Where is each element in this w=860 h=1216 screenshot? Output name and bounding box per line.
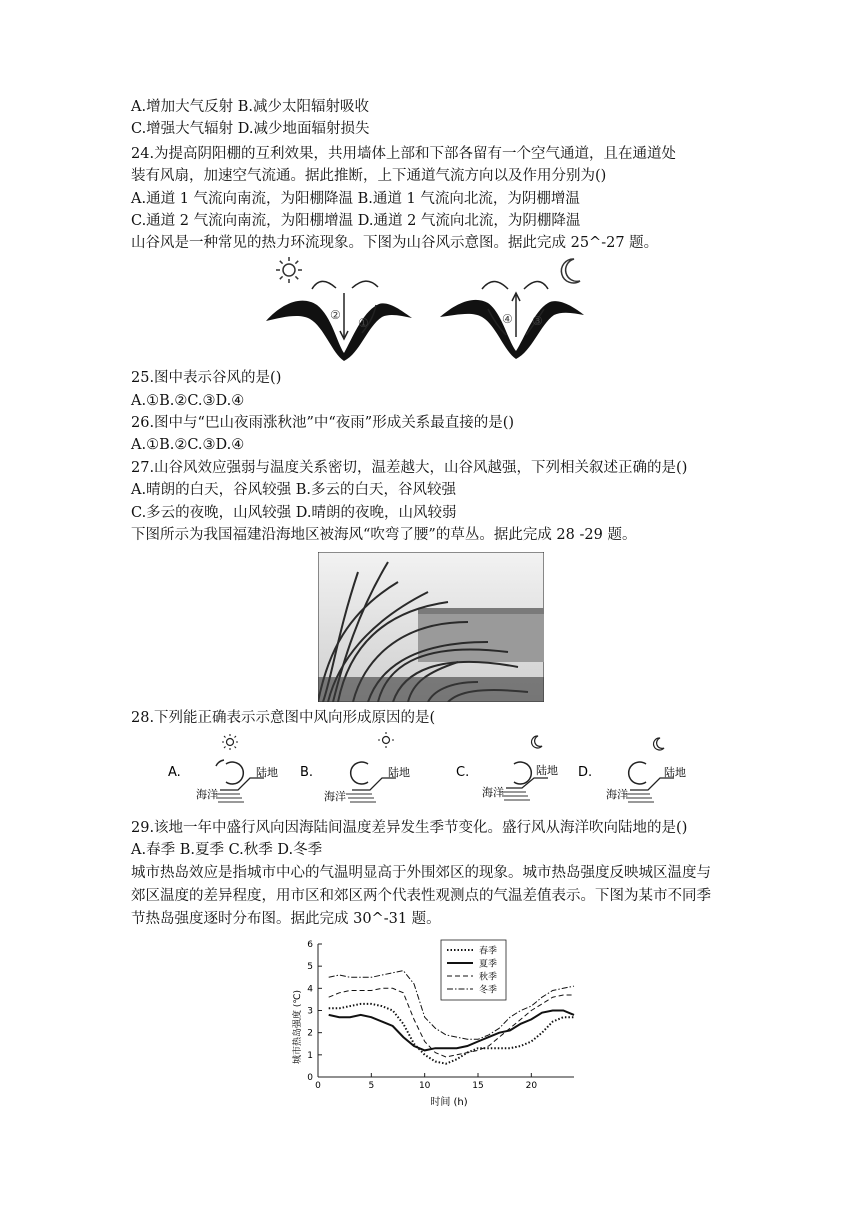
sun-icon bbox=[383, 737, 390, 744]
option-line-23-ab: A.增加大气反射 B.减少太阳辐射吸收 bbox=[131, 99, 369, 115]
intro-30-31-line-1: 城市热岛效应是指城市中心的气温明显高于外围郊区的现象。城市热岛强度反映城区温度与 bbox=[131, 865, 711, 881]
sea-land-breeze-options bbox=[168, 730, 700, 808]
circulation-arrows bbox=[629, 762, 646, 784]
y-tick-label: 2 bbox=[307, 1028, 313, 1039]
label-4: ④ bbox=[502, 312, 513, 326]
sun-rays bbox=[378, 732, 394, 748]
valley-right-shape bbox=[440, 300, 584, 359]
option-d-diagram bbox=[578, 738, 686, 802]
intro-30-31-line-3: 节热岛强度逐时分布图。据此完成 30^-31 题。 bbox=[131, 911, 441, 927]
circulation-arrows bbox=[514, 762, 531, 784]
option-a-label: A. bbox=[168, 765, 181, 780]
intro-30-31-line-2: 郊区温度的差异程度，用市区和郊区两个代表性观测点的气温差值表示。下图为某市不同季 bbox=[131, 888, 711, 904]
y-tick-label: 6 bbox=[307, 940, 313, 950]
legend-label: 秋季 bbox=[479, 972, 498, 983]
option-line-24-cd: C.通道 2 气流向南流，为阳棚增温 D.通道 2 气流向北流，为阴棚降温 bbox=[131, 213, 581, 229]
y-tick-label: 0 bbox=[307, 1073, 313, 1083]
chart-legend bbox=[441, 940, 506, 1000]
option-a-diagram bbox=[168, 734, 278, 802]
y-axis-label: 城市热岛强度 (℃) bbox=[293, 990, 303, 1064]
y-tick-label: 4 bbox=[307, 984, 313, 995]
coastline bbox=[506, 778, 548, 788]
legend-label: 夏季 bbox=[479, 959, 498, 970]
option-b-diagram bbox=[300, 732, 410, 803]
option-d-label: D. bbox=[578, 765, 593, 780]
option-c-diagram bbox=[456, 736, 558, 800]
top-left-arrow-right-valley bbox=[482, 282, 508, 290]
x-tick-label: 5 bbox=[368, 1081, 375, 1091]
sun-icon bbox=[276, 257, 302, 283]
top-right-arrow bbox=[352, 281, 378, 288]
circulation-arrows bbox=[226, 762, 243, 784]
y-tick-label: 3 bbox=[307, 1006, 313, 1017]
x-axis-label: 时间 (h) bbox=[430, 1097, 468, 1108]
question-24-line-1: 24.为提高阴阳棚的互利效果，共用墙体上部和下部各留有一个空气通道，且在通道处 bbox=[131, 146, 677, 162]
options-27-cd: C.多云的夜晚，山风较强 D.晴朗的夜晚，山风较弱 bbox=[131, 505, 457, 521]
x-tick-label: 15 bbox=[472, 1081, 484, 1091]
question-29: 29.该地一年中盛行风向因海陆间温度差异发生季节变化。盛行风从海洋吹向陆地的是() bbox=[131, 820, 688, 836]
heat-island-chart bbox=[290, 935, 590, 1110]
intro-25-27: 山谷风是一种常见的热力环流现象。下图为山谷风示意图。据此完成 25^-27 题。 bbox=[131, 235, 659, 251]
moon-icon bbox=[654, 738, 664, 750]
circulation-arrow-part bbox=[216, 760, 224, 766]
question-26: 26.图中与“巴山夜雨涨秋池”中“夜雨”形成关系最直接的是() bbox=[131, 415, 515, 431]
option-b-label: B. bbox=[300, 765, 314, 780]
land-label: 陆地 bbox=[536, 764, 558, 777]
coastline bbox=[220, 778, 264, 790]
sea-label: 海洋 bbox=[196, 788, 218, 801]
options-29: A.春季 B.夏季 C.秋季 D.冬季 bbox=[131, 842, 323, 858]
legend-label: 春季 bbox=[479, 946, 498, 957]
grass-photo bbox=[318, 552, 544, 702]
label-3: ③ bbox=[532, 314, 543, 328]
x-tick-label: 10 bbox=[418, 1081, 431, 1091]
valley-breeze-figure bbox=[262, 253, 602, 373]
question-27: 27.山谷风效应强弱与温度关系密切，温差越大，山谷风越强，下列相关叙述正确的是() bbox=[131, 460, 688, 476]
top-left-arrow bbox=[312, 281, 336, 289]
circulation-arrows bbox=[351, 762, 368, 784]
sun-icon bbox=[227, 739, 234, 746]
sea-label: 海洋 bbox=[606, 788, 628, 801]
sea-label: 海洋 bbox=[482, 786, 504, 799]
label-2: ② bbox=[330, 308, 341, 322]
series-line-1 bbox=[329, 1004, 574, 1064]
top-right-arrow-right-valley bbox=[524, 282, 548, 290]
options-27-ab: A.晴朗的白天，谷风较强 B.多云的白天，谷风较强 bbox=[131, 482, 456, 498]
land-label: 陆地 bbox=[664, 766, 686, 779]
sun-rays bbox=[222, 734, 238, 750]
y-tick-label: 5 bbox=[307, 962, 313, 973]
option-line-24-ab: A.通道 1 气流向南流，为阳棚降温 B.通道 1 气流向北流，为阴棚增温 bbox=[131, 191, 580, 207]
land-label: 陆地 bbox=[388, 766, 410, 779]
options-25: A.①B.②C.③D.④ bbox=[131, 393, 245, 409]
options-26: A.①B.②C.③D.④ bbox=[131, 437, 245, 453]
question-28: 28.下列能正确表示示意图中风向形成原因的是( bbox=[131, 710, 436, 726]
moon-icon bbox=[561, 259, 580, 283]
series-line-2 bbox=[329, 1011, 574, 1051]
option-line-23-cd: C.增强大气辐射 D.减少地面辐射损失 bbox=[131, 121, 370, 137]
intro-28-29: 下图所示为我国福建沿海地区被海风“吹弯了腰”的草丛。据此完成 28 -29 题。 bbox=[131, 527, 637, 543]
land-label: 陆地 bbox=[256, 766, 278, 779]
question-25: 25.图中表示谷风的是() bbox=[131, 370, 282, 386]
y-tick-label: 1 bbox=[307, 1050, 313, 1061]
option-c-label: C. bbox=[456, 765, 470, 780]
x-tick-label: 0 bbox=[315, 1081, 321, 1091]
question-24-line-2: 装有风扇，加速空气流通。据此推断，上下通道气流方向以及作用分别为() bbox=[131, 168, 607, 184]
sea-label: 海洋 bbox=[324, 790, 346, 803]
label-1: ① bbox=[358, 316, 369, 330]
moon-icon bbox=[532, 736, 542, 748]
legend-label: 冬季 bbox=[479, 985, 498, 996]
x-tick-label: 20 bbox=[525, 1081, 538, 1091]
